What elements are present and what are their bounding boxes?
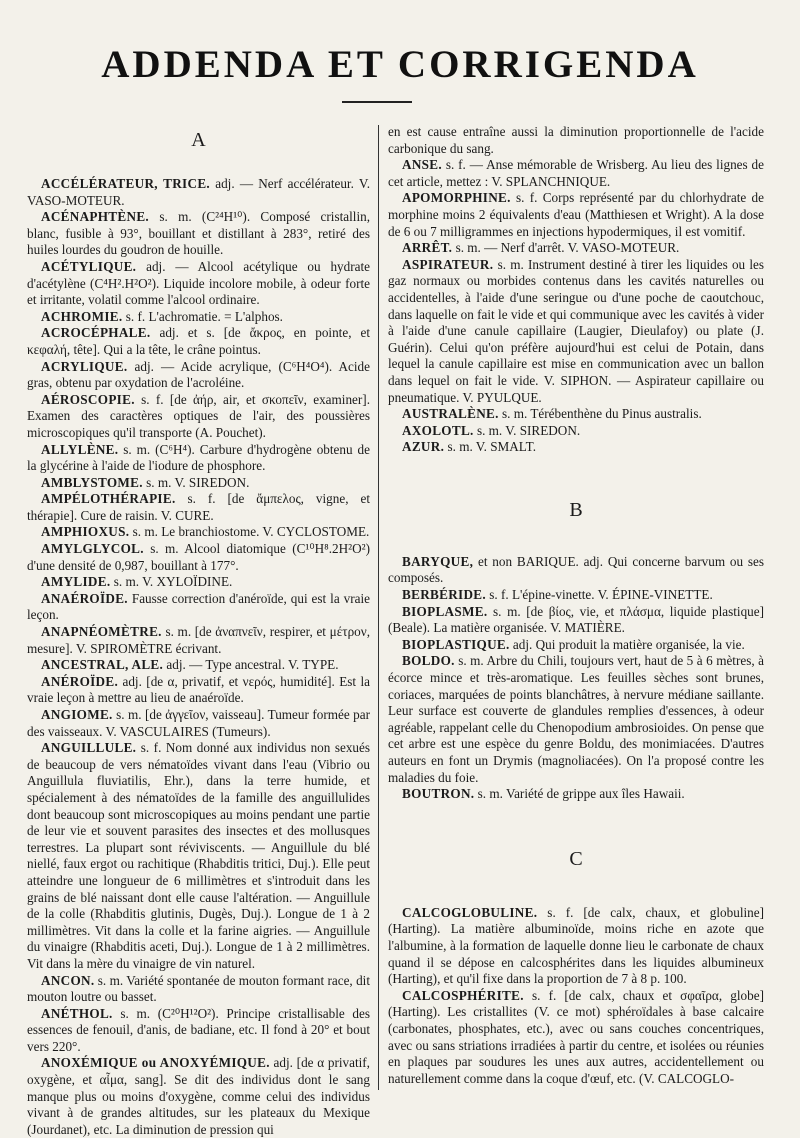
entry-headword: ASPIRATEUR. xyxy=(402,256,494,272)
dictionary-entry xyxy=(388,637,764,654)
entry-headword: ACCÉLÉRATEUR, TRICE. xyxy=(41,176,211,191)
dictionary-entry xyxy=(27,491,370,524)
dictionary-entry xyxy=(27,674,370,707)
entry-headword: AUSTRALÈNE. xyxy=(402,406,499,422)
continuation-text: en est cause entraîne aussi la diminution proportionnelle de l'acide carbonique du sang. xyxy=(388,124,764,156)
entry-headword: AÉROSCOPIE. xyxy=(41,391,135,407)
dictionary-entry xyxy=(27,259,370,309)
entry-headword: AMYLIDE. xyxy=(41,574,111,590)
entry-headword: AMPHIOXUS. xyxy=(41,524,130,540)
dictionary-entry xyxy=(388,554,764,587)
entry-body: s. m. V. XYLOÏDINE. xyxy=(110,574,233,590)
entry-body: s. f. Corps représenté par du chlorhydrate de morphine moins 2 équivalents d'eau (Matthiesen et Wright). A la dose de 6 ou 7 milligrammes en injections hypodermiques, il est vomitif. xyxy=(388,190,764,239)
entry-body: s. f. — Anse mémorable de Wrisberg. Au lieu des lignes de cet article, mettez : V. SPLANCHNIQUE. xyxy=(388,157,764,189)
entry-body: adj. et s. [de ἄκρος, en pointe, et κεφαλή, tête]. Qui a la tête, le crâne pointus. xyxy=(27,325,370,357)
right-entries-b xyxy=(388,554,764,803)
entry-headword: ACRYLIQUE. xyxy=(41,358,128,374)
dictionary-entry xyxy=(27,209,370,259)
dictionary-entry xyxy=(388,190,764,240)
entry-body: adj. [de α privatif, oxygène, et αἷμα, sang]. Se dit des individus dont le sang manque plus ou moins d'oxygène, comme celui des individus vivant à de grandes altitudes, sur les plateaux du Mexique (Jourdanet), etc. La diminution de pression qui xyxy=(27,1055,370,1137)
entry-body: adj. Qui produit la matière organisée, la vie. xyxy=(509,636,745,652)
dictionary-entry xyxy=(388,439,764,456)
dictionary-entry xyxy=(27,973,370,1006)
entry-headword: APOMORPHINE. xyxy=(402,190,511,206)
dictionary-entry xyxy=(27,740,370,972)
dictionary-entry xyxy=(27,657,370,674)
entry-body: s. m. [de ἀγγεῖον, vaisseau]. Tumeur formée par des vaisseaux. V. VASCULAIRES (Tumeurs). xyxy=(27,707,370,739)
dictionary-entry xyxy=(388,604,764,637)
entry-body: s. f. L'achromatie. = L'alphos. xyxy=(122,308,283,324)
entry-body: s. m. Térébenthène du Pinus australis. xyxy=(498,406,702,422)
entry-body: s. m. (C²⁴H¹⁰). Composé cristallin, blanc, fusible à 93°, bouillant et distillant à 283°, retiré des huiles lourdes du goudron de houille. xyxy=(27,209,370,258)
dictionary-entry xyxy=(27,624,370,657)
dictionary-entry xyxy=(27,591,370,624)
entry-headword: ANÉTHOL. xyxy=(41,1005,113,1021)
dictionary-entry xyxy=(27,1055,370,1138)
entry-body: adj. — Nerf accélérateur. V. VASO-MOTEUR. xyxy=(27,176,370,208)
dictionary-entry xyxy=(388,240,764,257)
dictionary-entry xyxy=(27,1006,370,1056)
entry-headword: ARRÊT. xyxy=(402,240,453,256)
entry-headword: ANSE. xyxy=(402,157,442,173)
title-rule xyxy=(342,101,412,103)
section-letter-b: B xyxy=(569,498,583,521)
dictionary-entry xyxy=(27,392,370,442)
entry-headword: ANAPNÉOMÈTRE. xyxy=(41,624,162,640)
left-entries xyxy=(27,176,370,1138)
entry-headword: ALLYLÈNE. xyxy=(41,441,119,457)
entry-headword: ANGUILLULE. xyxy=(41,740,137,756)
dictionary-entry xyxy=(27,524,370,541)
entry-headword: ANCON. xyxy=(41,972,95,988)
entry-body: s. m. (C²⁰H¹²O²). Principe cristallisable des essences de fenouil, d'anis, de badiane, etc. Il fond à 20° et bout vers 220°. xyxy=(27,1005,370,1054)
section-letter-a: A xyxy=(191,129,206,151)
column-divider xyxy=(378,125,379,1090)
entry-body: s. f. [de ἄμπελος, vigne, et thérapie]. Cure de raisin. V. CURE. xyxy=(27,491,370,523)
entry-headword: ANÉROÏDE. xyxy=(41,673,119,689)
entry-headword: AMBLYSTOME. xyxy=(41,474,143,490)
entry-headword: ANAÉROÏDE. xyxy=(41,590,128,606)
entry-body: et non BARIQUE. adj. Qui concerne barvum ou ses composés. xyxy=(388,553,764,586)
entry-body: s. f. Nom donné aux individus non sexués de beaucoup de vers nématoïdes vivant dans l'eau (Vibrio ou Anguillula fluviatilis, Ehr.), dans la terre humide, et spécialement à des nématoïdes de la famille des anguillulides dont beaucoup sont microscopiques au moins pendant une partie de leur vie et souvent parasites des insectes et des mollusques terrestres. La plupart sont réviviscents. — Anguillule du blé niellé, faux ergot ou rachitique (Rhabditis tritici, Duj.). Elle peut atteindre une longueur de 6 millimètres et s'introduit dans les grains de blé naissant dont elle cause l'altération. — Anguillule de la colle (Rhabditis glutinis, Dugès, Duj.). Longue de 1 à 2 millimètres. Vit dans la colle et la farine aigries. — Anguillule du vinaigre (Rhabditis aceti, Duj.). Longue de 1 à 2 millimètres. Vit dans la mère du vinaigre de vin naturel. xyxy=(27,740,370,971)
entry-headword: BOLDO. xyxy=(402,653,455,669)
entry-body: adj. — Type ancestral. V. TYPE. xyxy=(163,657,339,673)
dictionary-entry xyxy=(388,786,764,803)
entry-body: s. m. Variété de grippe aux îles Hawaii. xyxy=(474,786,685,802)
entry-body: adj. [de α, privatif, et νερός, humidité]. Est la vraie leçon à mettre au lieu de anaéroïde. xyxy=(27,673,370,706)
entry-headword: ACÉNAPHTÈNE. xyxy=(41,209,150,225)
entry-body: Fausse correction d'anéroïde, qui est la vraie leçon. xyxy=(27,590,370,623)
entry-body: s. m. [de ἀναπνεῖν, respirer, et μέτρον, mesure]. V. SPIROMÈTRE écrivant. xyxy=(27,624,370,656)
dictionary-entry xyxy=(388,905,764,988)
dictionary-entry xyxy=(27,707,370,740)
right-column xyxy=(388,124,764,1087)
dictionary-entry xyxy=(388,406,764,423)
dictionary-entry xyxy=(27,475,370,492)
dictionary-entry xyxy=(27,541,370,574)
entry-headword: BARYQUE, xyxy=(402,553,474,569)
entry-body: s. f. [de ἀήρ, air, et σκοπεῖν, examiner]. Examen des caractères optiques de l'air, des poussières microscopiques qu'il transporte (A. Pouchet). xyxy=(27,391,370,440)
dictionary-entry xyxy=(388,157,764,190)
entry-body: s. m. V. SIREDON. xyxy=(473,422,581,438)
entry-headword: CALCOGLOBULINE. xyxy=(402,904,538,920)
entry-headword: ACÉTYLIQUE. xyxy=(41,258,137,274)
entry-headword: CALCOSPHÉRITE. xyxy=(402,987,524,1003)
entry-headword: BOUTRON. xyxy=(402,786,475,802)
entry-body: s. m. Instrument destiné à tirer les liquides ou les gaz normaux ou morbides contenus dans les cavités naturelles ou accidentelles, à l'aide d'une seringue ou d'une poche de caoutchouc, dans laquelle on fait le vide et qui communique avec les cavités à vider à l'aide d'une canule capillaire (Laugier, Dieulafoy) ou plate (J. Guérin). Celui qu'on préfère aujourd'hui est celui de Potain, dans lequel la canule capillaire est mise en communication avec un ballon dans lequel on fait le vide. V. SIPHON. — Aspirateur capillaire ou pneumatique. V. PYULQUE. xyxy=(388,256,764,405)
entry-body: s. m. (C⁶H⁴). Carbure d'hydrogène obtenu de la glycérine à l'aide de l'iodure de phosphore. xyxy=(27,441,370,474)
entry-body: s. m. [de βίος, vie, et πλάσμα, liquide plastique] (Beale). La matière organisée. V. MATIÈRE. xyxy=(388,603,764,636)
entry-body: s. f. L'épine-vinette. V. ÉPINE-VINETTE. xyxy=(485,587,713,603)
left-column xyxy=(27,124,370,1138)
entry-headword: ANOXÉMIQUE ou ANOXYÉMIQUE. xyxy=(41,1055,270,1071)
entry-body: adj. — Acide acrylique, (C⁶H⁴O⁴). Acide gras, obtenu par oxydation de l'acroléine. xyxy=(27,358,370,391)
entry-headword: ACROCÉPHALE. xyxy=(41,325,151,341)
entry-body: s. f. [de calx, chaux, et globuline] (Harting). La matière albuminoïde, moins riche en azote que l'albumine, à la formation de laquelle donne lieu le carbonate de chaux quand il se dépose en calcosphérites dans les liquides albumineux (Harting), et qu'il fixe dans la proportion de 7 à 8 p. 100. xyxy=(388,904,764,987)
dictionary-entry xyxy=(27,359,370,392)
entry-headword: AMPÉLOTHÉRAPIE. xyxy=(41,491,176,507)
dictionary-entry xyxy=(27,442,370,475)
right-entries-c xyxy=(388,905,764,1088)
entry-headword: ANCESTRAL, ALE. xyxy=(41,657,164,673)
right-entries-a xyxy=(388,157,764,456)
dictionary-entry xyxy=(27,176,370,209)
entry-body: s. m. Alcool diatomique (C¹⁰H⁸.2H²O²) d'une densité de 0,987, bouillant à 177°. xyxy=(27,541,370,573)
entry-body: s. m. V. SMALT. xyxy=(444,439,537,455)
entry-body: adj. — Alcool acétylique ou hydrate d'acétylène (C⁴H².H²O²). Liquide incolore mobile, à odeur forte et irritante, volatil comme l'alcool ordinaire. xyxy=(27,258,370,308)
entry-headword: BIOPLASTIQUE. xyxy=(402,636,510,652)
dictionary-entry xyxy=(27,325,370,358)
entry-headword: AMYLGLYCOL. xyxy=(41,541,144,557)
entry-body: s. m. Le branchiostome. V. CYCLOSTOME. xyxy=(129,524,370,540)
dictionary-entry xyxy=(388,423,764,440)
entry-headword: ACHROMIE. xyxy=(41,308,123,324)
entry-headword: AXOLOTL. xyxy=(402,422,474,438)
entry-headword: BIOPLASME. xyxy=(402,603,488,619)
entry-body: s. m. Arbre du Chili, toujours vert, haut de 5 à 6 mètres, à écorce mince et très-aromatique. Les feuilles sèches sont brunes, coriaces, marquées de points blanchâtres, à nervure médiane saillante. Leur surface est couverte de glandules remplies d'essences, à odeur agréable, rappelant celle du Chenopodium ambrosioides. On pense que cet arbre est une espèce du genre Boldu, des monimiacées. D'autres auteurs en font un Drymis (magnoliacées). On l'a proposé contre les maladies du foie. xyxy=(388,653,764,785)
entry-body: s. m. Variété spontanée de mouton formant race, dit mouton loutre ou basset. xyxy=(27,972,370,1005)
dictionary-entry xyxy=(27,309,370,326)
dictionary-entry xyxy=(27,574,370,591)
entry-body: s. f. [de calx, chaux et σφαῖρα, globe] (Harting). Les cristallites (V. ce mot) sphéroïdales à base calcaire (carbonates, phosphates, etc.), avec ou sans couches concentriques, avec ou sans striations irradiées à partir du centre, et isolées ou réunies en plaques par soudures les unes aux autres, accidentellement ou naturellement comme dans la coque d'œuf, etc. (V. CALCOGLO- xyxy=(388,987,764,1086)
entry-body: s. m. — Nerf d'arrêt. V. VASO-MOTEUR. xyxy=(452,240,680,256)
dictionary-entry xyxy=(388,587,764,604)
dictionary-entry xyxy=(388,257,764,406)
dictionary-entry xyxy=(388,653,764,786)
page-title: ADDENDA ET CORRIGENDA xyxy=(101,43,699,86)
entry-headword: AZUR. xyxy=(402,439,445,455)
entry-headword: ANGIOME. xyxy=(41,707,113,722)
entry-body: s. m. V. SIREDON. xyxy=(142,474,250,490)
dictionary-entry xyxy=(388,988,764,1088)
entry-headword: BERBÉRIDE. xyxy=(402,587,486,603)
section-letter-c: C xyxy=(569,847,583,870)
